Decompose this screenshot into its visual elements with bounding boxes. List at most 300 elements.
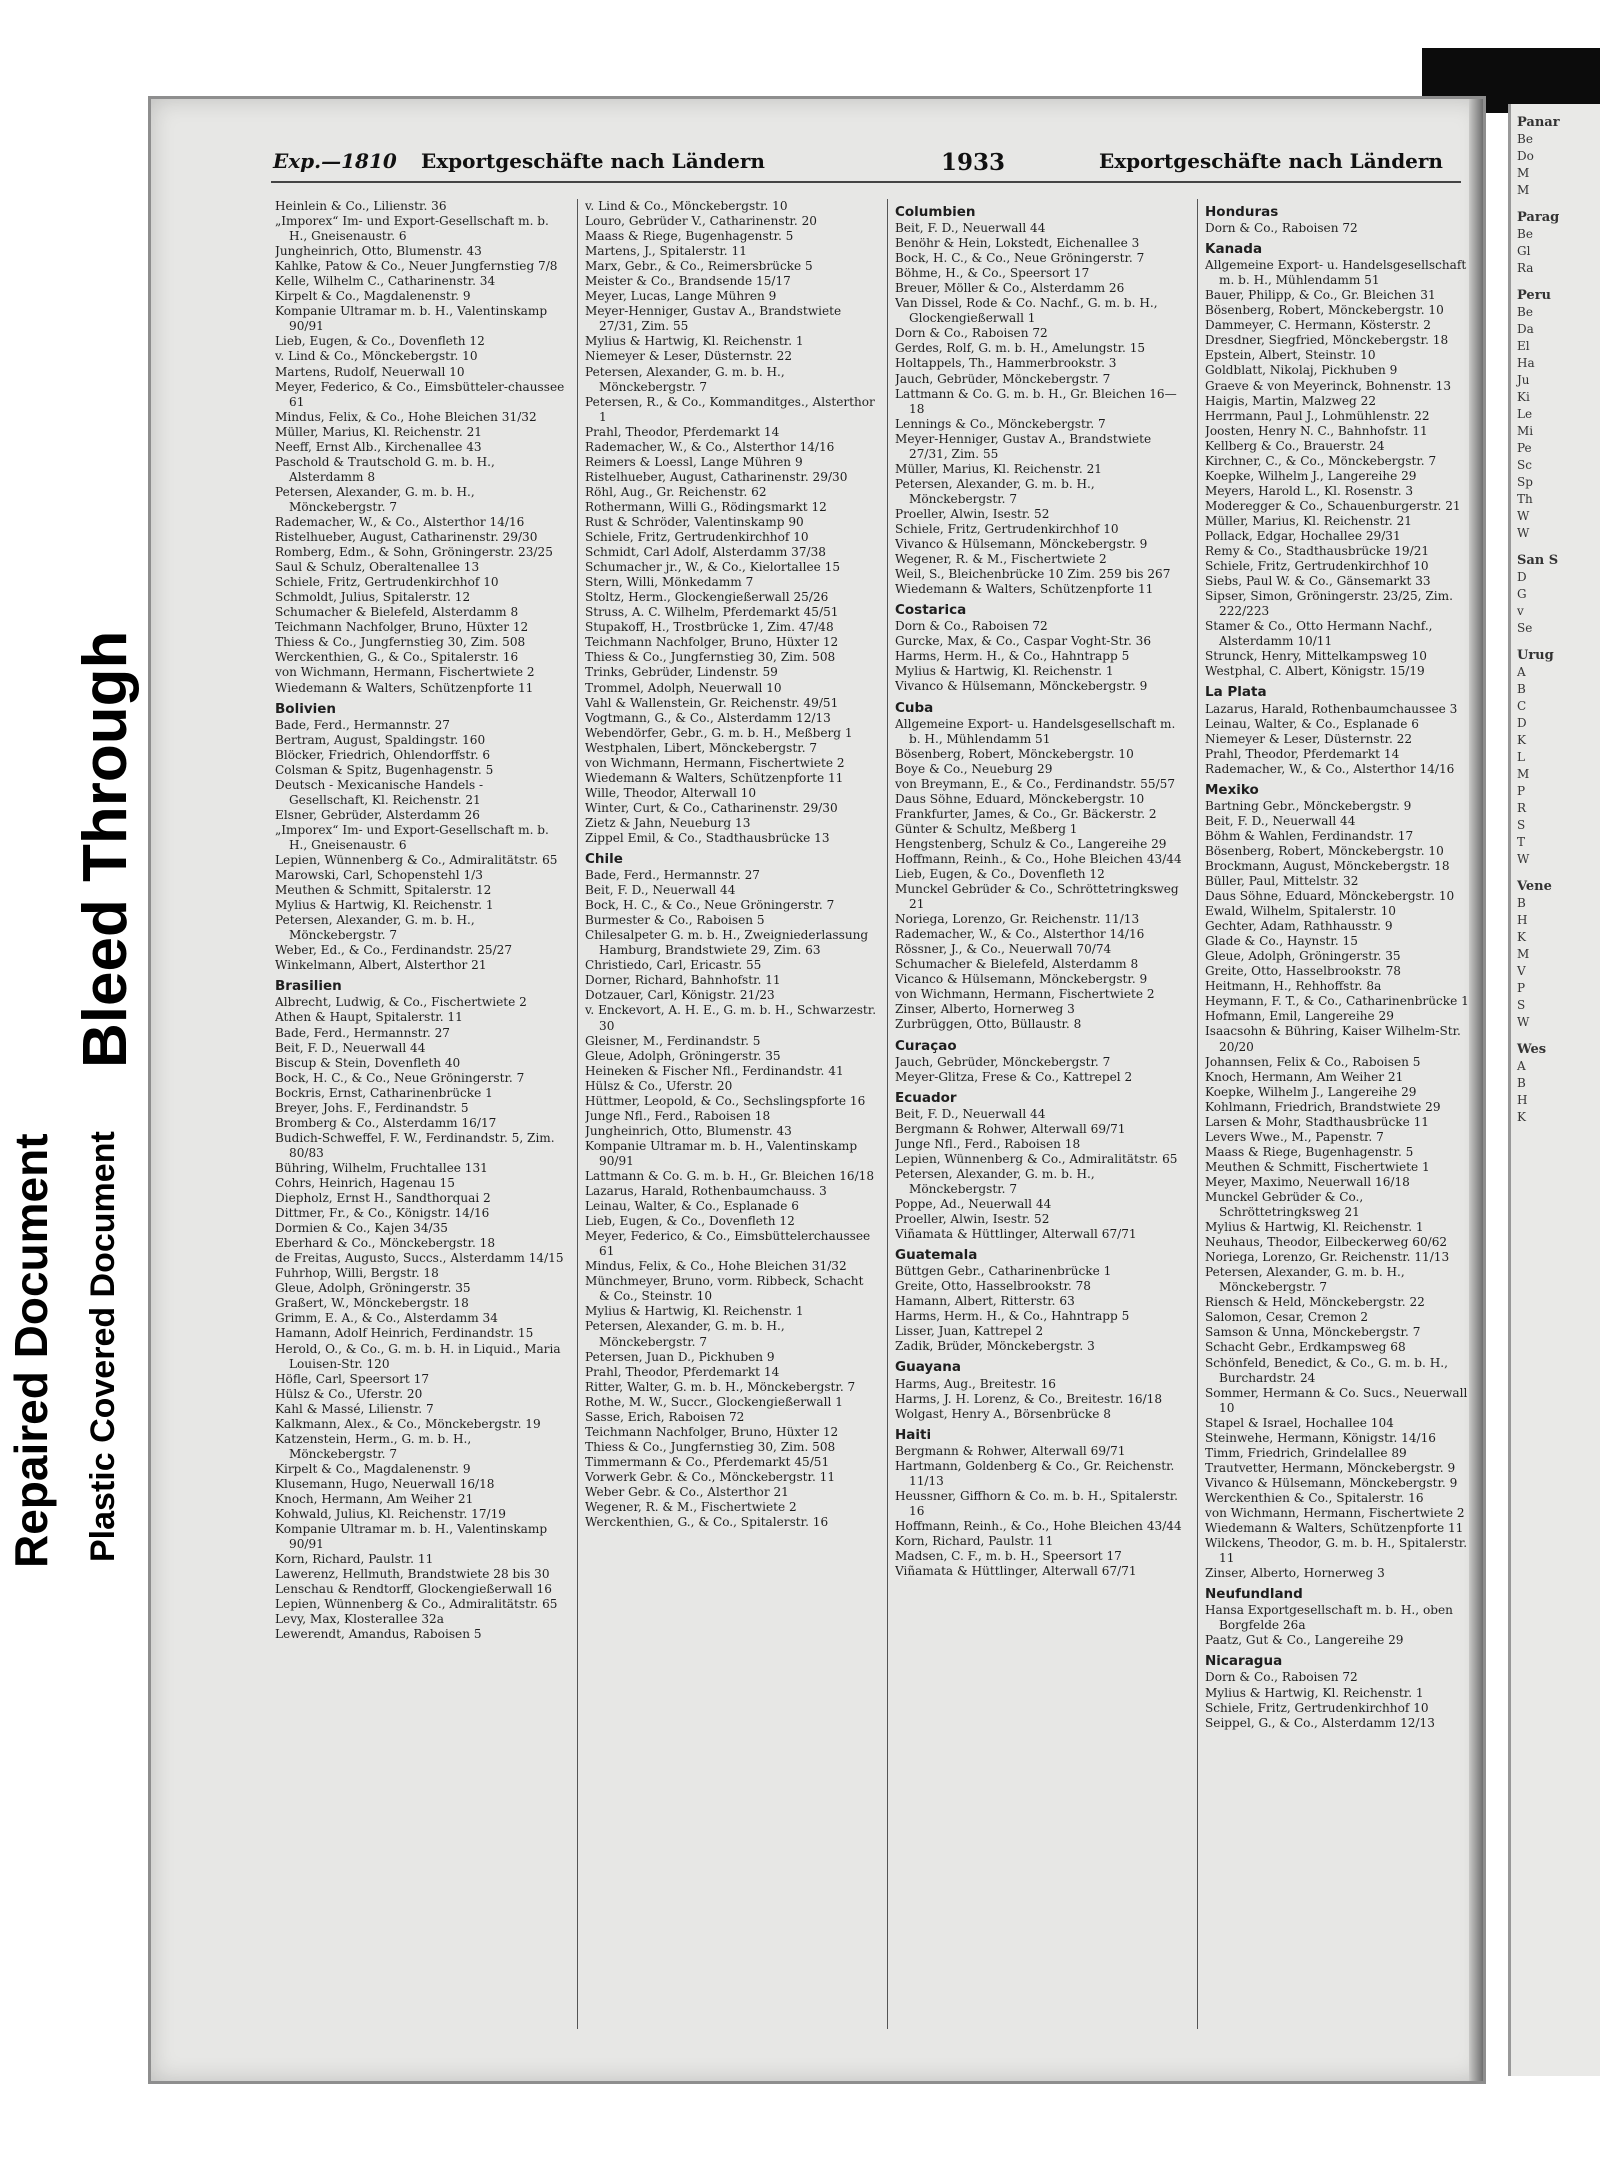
company-entry: Lepien, Wünnenberg & Co., Admiralitätstr. 65 [275,1597,558,1612]
company-entry: Epstein, Albert, Steinstr. 10 [1205,348,1376,363]
company-entry: Sommer, Hermann & Co. Sucs., Neuerwall 10 [1205,1385,1468,1415]
company-entry: v. Enckevort, A. H. E., G. m. b. H., Schwarzestr. 30 [585,1003,877,1033]
header-rule [271,181,1461,183]
company-entry: Bade, Ferd., Hermannstr. 27 [585,868,760,883]
company-entry: Meyer-Henniger, Gustav A., Brandstwiete 27/31, Zim. 55 [585,304,842,334]
country-heading: Mexiko [1205,781,1259,798]
company-entry: Winter, Curt, & Co., Catharinenstr. 29/30 [585,800,838,815]
company-entry: Zippel Emil, & Co., Stadthausbrücke 13 [585,830,830,845]
adjacent-entry-fragment: G [1517,587,1527,601]
adjacent-entry-fragment: B [1517,682,1526,696]
company-entry: Marowski, Carl, Schopenstehl 1/3 [275,868,483,883]
company-entry: Wiedemann & Walters, Schützenpforte 11 [275,680,534,695]
company-entry: Kohwald, Julius, Kl. Reichenstr. 17/19 [275,1507,506,1522]
company-entry: Schumacher & Bielefeld, Alsterdamm 8 [275,605,519,620]
company-entry: Knoch, Hermann, Am Weiher 21 [275,1491,474,1506]
company-entry: von Breymann, E., & Co., Ferdinandstr. 55/57 [895,776,1176,791]
company-entry: Steinwehe, Hermann, Königstr. 14/16 [1205,1430,1436,1445]
adjacent-entry-fragment: C [1517,699,1527,713]
company-entry: Vogtmann, G., & Co., Alsterdamm 12/13 [585,710,831,725]
company-entry: Schiele, Fritz, Gertrudenkirchhof 10 [1205,559,1429,574]
company-entry: Sasse, Erich, Raboisen 72 [585,1409,745,1424]
company-entry: Dresdner, Siegfried, Mönckebergstr. 18 [1205,333,1449,348]
company-entry: Lepien, Wünnenberg & Co., Admiralitätstr. 65 [275,853,558,868]
company-entry: Sipser, Simon, Gröningerstr. 23/25, Zim. 222/223 [1205,589,1453,619]
company-entry: Bösenberg, Robert, Mönckebergstr. 10 [895,746,1134,761]
company-entry: Biscup & Stein, Dovenfleth 40 [275,1055,461,1070]
company-entry: Schiele, Fritz, Gertrudenkirchhof 10 [1205,1700,1429,1715]
company-entry: Glade & Co., Haynstr. 15 [1205,934,1358,949]
company-entry: Maass & Riege, Bugenhagenstr. 5 [1205,1144,1414,1159]
company-entry: Thiess & Co., Jungfernstieg 30, Zim. 508 [275,635,526,650]
company-entry: Müller, Marius, Kl. Reichenstr. 21 [275,424,482,439]
company-entry: Wiedemann & Walters, Schützenpforte 11 [1205,1521,1464,1536]
company-entry: Teichmann Nachfolger, Bruno, Hüxter 12 [585,1424,839,1439]
company-entry: Höfle, Carl, Speersort 17 [275,1371,430,1386]
country-heading: Cuba [895,699,934,716]
company-entry: Stapel & Israel, Hochallee 104 [1205,1415,1394,1430]
company-entry: Strunck, Henry, Mittelkampsweg 10 [1205,649,1427,664]
company-entry: Proeller, Alwin, Isestr. 52 [895,1212,1050,1227]
company-entry: Reimers & Loessl, Lange Mühren 9 [585,454,803,469]
company-entry: Poppe, Ad., Neuerwall 44 [895,1197,1052,1211]
company-entry: Budich-Schweffel, F. W., Ferdinandstr. 5, Zim. 80/83 [275,1130,555,1160]
company-entry: Teichmann Nachfolger, Bruno, Hüxter 12 [585,635,839,650]
company-entry: Jungheinrich, Otto, Blumenstr. 43 [275,244,482,259]
company-entry: Holtappels, Th., Hammerbrookstr. 3 [895,356,1117,371]
company-entry: von Wichmann, Hermann, Fischertwiete 2 [275,665,535,680]
company-entry: Bühring, Wilhelm, Fruchtallee 131 [275,1160,488,1175]
company-entry: Neeff, Ernst Alb., Kirchenallee 43 [275,439,482,454]
adjacent-entry-fragment: Do [1517,149,1534,163]
company-entry: Knoch, Hermann, Am Weiher 21 [1205,1069,1404,1084]
adjacent-country-heading: Parag [1517,210,1560,225]
company-entry: Eberhard & Co., Mönckebergstr. 18 [275,1236,496,1251]
company-entry: Meyer, Lucas, Lange Mühren 9 [585,289,777,304]
company-entry: Heineken & Fischer Nfl., Ferdinandstr. 41 [585,1063,844,1078]
country-heading: Bolivien [275,700,337,717]
company-entry: Lepien, Wünnenberg & Co., Admiralitätstr. 65 [895,1151,1178,1166]
country-heading: Chile [585,851,623,868]
company-entry: Ristelhueber, August, Catharinenstr. 29/30 [275,530,538,545]
company-entry: Petersen, Alexander, G. m. b. H., Mönckebergstr. 7 [585,364,785,394]
company-entry: Hamann, Adolf Heinrich, Ferdinandstr. 15 [275,1326,534,1341]
company-entry: Weber, Ed., & Co., Ferdinandstr. 25/27 [275,943,513,958]
company-entry: Petersen, Alexander, G. m. b. H., Mönckebergstr. 7 [275,913,475,943]
company-entry: Dorn & Co., Raboisen 72 [1205,221,1358,236]
adjacent-entry-fragment: M [1517,767,1530,781]
country-heading: Costarica [895,602,967,619]
header-year: 1933 [941,149,1006,176]
company-entry: Kellberg & Co., Brauerstr. 24 [1205,438,1385,453]
company-entry: Schmidt, Carl Adolf, Alsterdamm 37/38 [585,545,826,560]
company-entry: Isaacsohn & Bühring, Kaiser Wilhelm-Str. 20/20 [1205,1024,1461,1054]
company-entry: Kahlke, Patow & Co., Neuer Jungfernstieg 7/8 [275,259,558,274]
company-entry: „Imporex“ Im- und Export-Gesellschaft m. b. H., Gneisenaustr. 6 [275,214,549,244]
company-entry: Pollack, Edgar, Hochallee 29/31 [1205,528,1401,543]
adjacent-entry-fragment: Sc [1517,458,1532,472]
company-entry: Viñamata & Hüttlinger, Alterwall 67/71 [895,1564,1137,1579]
company-entry: Prahl, Theodor, Pferdemarkt 14 [585,424,780,439]
company-entry: Martens, J., Spitalerstr. 11 [585,244,747,259]
adjacent-entry-fragment: K [1517,1110,1526,1124]
company-entry: Kirpelt & Co., Magdalenenstr. 9 [275,1461,471,1476]
company-entry: Rothermann, Willi G., Rödingsmarkt 12 [585,499,827,514]
company-entry: Bösenberg, Robert, Mönckebergstr. 10 [1205,843,1444,858]
company-entry: Gleue, Adolph, Gröningerstr. 35 [275,1281,471,1296]
company-entry: Bertram, August, Spaldingstr. 160 [275,732,486,747]
company-entry: Teichmann Nachfolger, Bruno, Hüxter 12 [275,620,529,635]
company-entry: Lewerendt, Amandus, Raboisen 5 [275,1627,482,1642]
header-title-left: Exportgeschäfte nach Ländern [421,149,765,173]
country-heading: Guayana [895,1359,962,1376]
company-entry: v. Lind & Co., Mönckebergstr. 10 [585,199,788,213]
company-entry: Vahl & Wallenstein, Gr. Reichenstr. 49/51 [585,695,839,710]
company-entry: Kalkmann, Alex., & Co., Mönckebergstr. 19 [275,1416,541,1431]
country-heading: La Plata [1205,684,1267,701]
company-entry: Gerdes, Rolf, G. m. b. H., Amelungstr. 15 [895,341,1146,356]
company-entry: Ritter, Walter, G. m. b. H., Mönckebergstr. 7 [585,1379,856,1394]
company-entry: Mylius & Hartwig, Kl. Reichenstr. 1 [585,1304,804,1319]
company-entry: Böhme, H., & Co., Speersort 17 [895,266,1090,281]
company-entry: Cohrs, Heinrich, Hagenau 15 [275,1176,455,1190]
company-entry: Dorn & Co., Raboisen 72 [1205,1670,1358,1685]
company-entry: Schiele, Fritz, Gertrudenkirchhof 10 [275,575,499,590]
company-entry: Lattmann & Co. G. m. b. H., Gr. Bleichen 16—18 [895,386,1177,416]
company-entry: Schacht Gebr., Erdkampsweg 68 [1205,1340,1406,1355]
company-entry: Maass & Riege, Bugenhagenstr. 5 [585,229,794,244]
company-entry: Thiess & Co., Jungfernstieg 30, Zim. 508 [585,650,836,665]
listing-column-4 [1205,199,1483,2059]
company-entry: Beit, F. D., Neuerwall 44 [1205,813,1356,828]
company-entry: Daus Söhne, Eduard, Mönckebergstr. 10 [895,791,1145,806]
country-heading: Ecuador [895,1089,957,1106]
company-entry: Herold, O., & Co., G. m. b. H. in Liquid., Maria Louisen-Str. 120 [275,1341,561,1371]
company-entry: Munckel Gebrüder & Co., Schröttetringksweg 21 [895,882,1179,912]
company-entry: Albrecht, Ludwig, & Co., Fischertwiete 2 [275,995,527,1010]
company-entry: Lennings & Co., Mönckebergstr. 7 [895,416,1106,431]
company-entry: Meyer, Federico, & Co., Eimsbütteler-chaussee 61 [275,379,565,409]
company-entry: Wiedemann & Walters, Schützenpforte 11 [585,770,844,785]
company-entry: Koepke, Wilhelm J., Langereihe 29 [1205,1084,1417,1099]
company-entry: Schiele, Fritz, Gertrudenkirchhof 10 [585,530,809,545]
company-entry: Samson & Unna, Mönckebergstr. 7 [1205,1325,1421,1340]
country-heading: Curaçao [895,1037,957,1054]
company-entry: Harms, J. H. Lorenz, & Co., Breitestr. 16/18 [895,1391,1163,1406]
company-entry: Chilesalpeter G. m. b. H., Zweigniederlassung Hamburg, Brandstwiete 29, Zim. 63 [585,928,869,958]
company-entry: Heinlein & Co., Lilienstr. 36 [275,199,447,213]
company-entry: v. Lind & Co., Mönckebergstr. 10 [275,349,478,364]
company-entry: Weil, S., Bleichenbrücke 10 Zim. 259 bis 267 [895,567,1171,582]
company-entry: Beit, F. D., Neuerwall 44 [585,883,736,898]
company-entry: Petersen, Alexander, G. m. b. H., Mönckebergstr. 7 [585,1319,785,1349]
page-header [273,149,1473,181]
company-entry: Kelle, Wilhelm C., Catharinenstr. 34 [275,274,496,289]
country-heading: Guatemala [895,1247,978,1264]
company-entry: Allgemeine Export- u. Handelsgesellschaft m. b. H., Mühlendamm 51 [895,716,1176,746]
adjacent-entry-fragment: Mi [1517,424,1534,438]
adjacent-entry-fragment: Ki [1517,390,1530,404]
company-entry: Koepke, Wilhelm J., Langereihe 29 [1205,468,1417,483]
adjacent-entry-fragment: Be [1517,132,1533,146]
company-entry: Rademacher, W., & Co., Alsterthor 14/16 [895,927,1145,942]
adjacent-country-heading: San S [1517,553,1559,568]
company-entry: Paschold & Trautschold G. m. b. H., Alsterdamm 8 [275,454,495,484]
company-entry: Wegener, R. & M., Fischertwiete 2 [585,1500,797,1515]
company-entry: Goldblatt, Nikolaj, Pickhuben 9 [1205,363,1398,378]
company-entry: Schumacher jr., W., & Co., Kielortallee 15 [585,560,841,575]
adjacent-entry-fragment: L [1517,750,1525,764]
company-entry: Meyer, Federico, & Co., Eimsbüttelerchaussee 61 [585,1229,871,1259]
company-entry: Vivanco & Hülsemann, Mönckebergstr. 9 [895,537,1148,552]
company-entry: Beit, F. D., Neuerwall 44 [895,221,1046,236]
company-entry: Mindus, Felix, & Co., Hohe Bleichen 31/32 [275,409,537,424]
adjacent-page-fragment [1508,104,1600,2076]
adjacent-entry-fragment: K [1517,733,1526,747]
country-heading: Kanada [1205,241,1263,258]
company-entry: Wiedemann & Walters, Schützenpforte 11 [895,582,1154,597]
company-entry: Petersen, Alexander, G. m. b. H., Mönckebergstr. 7 [895,1166,1095,1196]
company-entry: Levy, Max, Klosterallee 32a [275,1612,444,1627]
company-entry: Petersen, Juan D., Pickhuben 9 [585,1349,775,1364]
company-entry: Schumacher & Bielefeld, Alsterdamm 8 [895,957,1139,972]
adjacent-entry-fragment: S [1517,818,1526,832]
listing-column-1 [275,199,565,2059]
adjacent-entry-fragment: T [1517,835,1526,849]
company-entry: Korn, Richard, Paulstr. 11 [895,1533,1054,1548]
company-entry: Breyer, Johs. F., Ferdinandstr. 5 [275,1100,469,1115]
column-divider [1197,199,1198,2029]
company-entry: Zinser, Alberto, Hornerweg 3 [895,1002,1075,1017]
company-entry: Weber Gebr. & Co., Alsterthor 21 [585,1484,789,1499]
country-heading: Neufundland [1205,1586,1303,1603]
adjacent-entry-fragment: H [1517,913,1528,927]
adjacent-entry-fragment: M [1517,183,1530,197]
company-entry: Büller, Paul, Mittelstr. 32 [1205,874,1359,889]
company-entry: Stern, Willi, Mönkedamm 7 [585,575,754,590]
company-entry: Röhl, Aug., Gr. Reichenstr. 62 [585,484,767,499]
plastic-covered-label: Plastic Covered Document [84,1131,122,1562]
company-entry: Müller, Marius, Kl. Reichenstr. 21 [1205,513,1412,528]
company-entry: Bösenberg, Robert, Mönckebergstr. 10 [1205,303,1444,318]
company-entry: de Freitas, Augusto, Succs., Alsterdamm 14/15 [275,1251,564,1266]
adjacent-entry-fragment: Be [1517,227,1533,241]
company-entry: Haigis, Martin, Malzweg 22 [1205,393,1377,408]
company-entry: von Wichmann, Hermann, Fischertwiete 2 [585,755,845,770]
company-entry: Neuhaus, Theodor, Eilbeckerweg 60/62 [1205,1235,1448,1250]
company-entry: Leinau, Walter, & Co., Esplanade 6 [585,1199,799,1214]
company-entry: Klusemann, Hugo, Neuerwall 16/18 [275,1476,495,1491]
company-entry: Trinks, Gebrüder, Lindenstr. 59 [585,665,778,680]
adjacent-entry-fragment: Pe [1517,441,1532,455]
adjacent-entry-fragment: V [1517,964,1526,978]
company-entry: Winkelmann, Albert, Alsterthor 21 [275,958,487,973]
company-entry: Gurcke, Max, & Co., Caspar Voght-Str. 36 [895,634,1152,649]
adjacent-entry-fragment: Da [1517,322,1534,336]
company-entry: Rademacher, W., & Co., Alsterthor 14/16 [585,439,835,454]
adjacent-entry-fragment: M [1517,166,1530,180]
company-entry: Dotzauer, Carl, Königstr. 21/23 [585,988,775,1003]
adjacent-country-heading: Panar [1517,115,1560,130]
company-entry: Rademacher, W., & Co., Alsterthor 14/16 [275,514,525,529]
company-entry: Viñamata & Hüttlinger, Alterwall 67/71 [895,1227,1137,1242]
company-entry: Harms, Herm. H., & Co., Hahntrapp 5 [895,1309,1130,1324]
company-entry: Kompanie Ultramar m. b. H., Valentinskamp 90/91 [275,304,548,334]
adjacent-country-heading: Vene [1517,879,1552,894]
company-entry: Bromberg & Co., Alsterdamm 16/17 [275,1115,497,1130]
company-entry: Lieb, Eugen, & Co., Dovenfleth 12 [895,867,1105,882]
company-entry: Jauch, Gebrüder, Mönckebergstr. 7 [895,1054,1111,1069]
company-entry: Hansa Exportgesellschaft m. b. H., oben Borgfelde 26a [1205,1603,1453,1633]
company-entry: Ristelhueber, August, Catharinenstr. 29/30 [585,469,848,484]
country-heading: Haiti [895,1426,932,1443]
adjacent-country-heading: Wes [1517,1042,1547,1057]
company-entry: Graßert, W., Mönckebergstr. 18 [275,1296,469,1311]
company-entry: Hartmann, Goldenberg & Co., Gr. Reichenstr. 11/13 [895,1458,1175,1488]
company-entry: Beit, F. D., Neuerwall 44 [275,1040,426,1055]
company-entry: Lieb, Eugen, & Co., Dovenfleth 12 [275,334,485,349]
company-entry: Vicanco & Hülsemann, Mönckebergstr. 9 [895,972,1148,987]
company-entry: Kohlmann, Friedrich, Brandstwiete 29 [1205,1099,1441,1114]
company-entry: Heitmann, H., Rehhoffstr. 8a [1205,979,1382,994]
company-entry: Niemeyer & Leser, Düsternstr. 22 [1205,731,1413,746]
company-entry: Thiess & Co., Jungfernstieg 30, Zim. 508 [585,1439,836,1454]
company-entry: Lattmann & Co. G. m. b. H., Gr. Bleichen 16/18 [585,1169,875,1183]
adjacent-entry-fragment: P [1517,784,1526,798]
country-heading: Honduras [1205,204,1279,220]
company-entry: Jungheinrich, Otto, Blumenstr. 43 [585,1123,792,1138]
bleed-through-label: Bleed Through [71,630,140,1068]
company-entry: Bade, Ferd., Hermannstr. 27 [275,1025,450,1040]
adjacent-entry-fragment: Le [1517,407,1533,421]
company-entry: Günter & Schultz, Meßberg 1 [895,821,1078,836]
company-entry: Stamer & Co., Otto Hermann Nachf., Alsterdamm 10/11 [1205,619,1433,649]
company-entry: Struss, A. C. Wilhelm, Pferdemarkt 45/51 [585,605,839,620]
adjacent-entry-fragment: W [1517,1015,1530,1029]
company-entry: Heussner, Giffhorn & Co. m. b. H., Spitalerstr. 16 [895,1488,1179,1518]
company-entry: Salomon, Cesar, Cremon 2 [1205,1310,1369,1325]
company-entry: Bock, H. C., & Co., Neue Gröningerstr. 7 [275,1070,525,1085]
company-entry: Werckenthien, G., & Co., Spitalerstr. 16 [585,1515,829,1530]
company-entry: Vivanco & Hülsemann, Mönckebergstr. 9 [895,679,1148,694]
company-entry: Greite, Otto, Hasselbrookstr. 78 [895,1279,1091,1294]
company-entry: Hüttmer, Leopold, & Co., Sechslingspforte 16 [585,1093,866,1108]
company-entry: Müller, Marius, Kl. Reichenstr. 21 [895,461,1102,476]
page-number: Exp.—1810 [273,149,397,173]
company-entry: Meister & Co., Brandsende 15/17 [585,274,791,289]
company-entry: Levers Wwe., M., Papenstr. 7 [1205,1129,1384,1144]
company-entry: Rademacher, W., & Co., Alsterthor 14/16 [1205,761,1455,776]
company-entry: Meuthen & Schmitt, Spitalerstr. 12 [275,883,492,898]
company-entry: Van Dissel, Rode & Co. Nachf., G. m. b. H., Glockengießerwall 1 [895,296,1158,326]
company-entry: Romberg, Edm., & Sohn, Gröningerstr. 23/25 [275,545,553,560]
company-entry: Dammeyer, C. Hermann, Kösterstr. 2 [1205,318,1431,333]
company-entry: Dittmer, Fr., & Co., Königstr. 14/16 [275,1206,490,1221]
repaired-document-label: Repaired Document [5,1133,57,1568]
company-entry: Werckenthien & Co., Spitalerstr. 16 [1205,1490,1424,1505]
company-entry: Prahl, Theodor, Pferdemarkt 14 [585,1364,780,1379]
company-entry: Bade, Ferd., Hermannstr. 27 [275,717,450,732]
company-entry: Daus Söhne, Eduard, Mönckebergstr. 10 [1205,889,1455,904]
company-entry: Timmermann & Co., Pferdemarkt 45/51 [585,1454,830,1469]
company-entry: Meuthen & Schmitt, Fischertwiete 1 [1205,1159,1430,1174]
company-entry: Stupakoff, H., Trostbrücke 1, Zim. 47/48 [585,620,834,635]
company-entry: Korn, Richard, Paulstr. 11 [275,1552,434,1567]
company-entry: Zinser, Alberto, Hornerweg 3 [1205,1566,1385,1581]
company-entry: Munckel Gebrüder & Co., Schröttetringksweg 21 [1205,1190,1364,1220]
company-entry: Lawerenz, Hellmuth, Brandstwiete 28 bis 30 [275,1567,550,1582]
company-entry: Petersen, Alexander, G. m. b. H., Mönckebergstr. 7 [895,476,1095,506]
company-entry: Kompanie Ultramar m. b. H., Valentinskamp 90/91 [275,1522,548,1552]
company-entry: Joosten, Henry N. C., Bahnhofstr. 11 [1205,423,1428,438]
company-entry: Blöcker, Friedrich, Ohlendorffstr. 6 [275,747,491,762]
company-entry: Schmoldt, Julius, Spitalerstr. 12 [275,590,471,605]
company-entry: Mylius & Hartwig, Kl. Reichenstr. 1 [275,898,494,913]
company-entry: Jauch, Gebrüder, Mönckebergstr. 7 [895,371,1111,386]
company-entry: Burmester & Co., Raboisen 5 [585,913,765,928]
company-entry: Beit, F. D., Neuerwall 44 [895,1106,1046,1121]
adjacent-entry-fragment: W [1517,852,1530,866]
company-entry: Stoltz, Herm., Glockengießerwall 25/26 [585,590,829,605]
company-entry: Dormien & Co., Kajen 34/35 [275,1221,448,1236]
company-entry: Bergmann & Rohwer, Alterwall 69/71 [895,1443,1126,1458]
adjacent-country-heading: Peru [1517,288,1551,303]
company-entry: Hülsz & Co., Uferstr. 20 [275,1386,423,1401]
company-entry: Deutsch - Mexicanische Handels - Gesellschaft, Kl. Reichenstr. 21 [275,777,484,807]
company-entry: Harms, Aug., Breitestr. 16 [895,1376,1057,1391]
company-entry: Kompanie Ultramar m. b. H., Valentinskamp 90/91 [585,1138,858,1168]
company-entry: von Wichmann, Hermann, Fischertwiete 2 [895,987,1155,1002]
company-entry: Noriega, Lorenzo, Gr. Reichenstr. 11/13 [1205,1250,1450,1265]
company-entry: Kahl & Massé, Lilienstr. 7 [275,1401,434,1416]
company-entry: Moderegger & Co., Schauenburgerstr. 21 [1205,498,1461,513]
country-heading: Nicaragua [1205,1653,1283,1670]
column-divider [577,199,578,2029]
adjacent-entry-fragment: R [1517,801,1527,815]
company-entry: Wegener, R. & M., Fischertwiete 2 [895,552,1107,567]
company-entry: Brockmann, August, Mönckebergstr. 18 [1205,858,1450,873]
company-entry: Boye & Co., Neueburg 29 [895,761,1053,776]
company-entry: Dorner, Richard, Bahnhofstr. 11 [585,973,781,988]
company-entry: Mylius & Hartwig, Kl. Reichenstr. 1 [895,664,1114,679]
listing-column-2 [585,199,877,2059]
company-entry: Siebs, Paul W. & Co., Gänsemarkt 33 [1205,574,1431,589]
company-entry: Benöhr & Hein, Lokstedt, Eichenallee 3 [895,236,1140,251]
company-entry: Katzenstein, Herm., G. m. b. H., Mönckebergstr. 7 [275,1431,472,1461]
company-entry: Bock, H. C., & Co., Neue Gröningerstr. 7 [895,251,1145,266]
company-entry: Seippel, G., & Co., Alsterdamm 12/13 [1205,1715,1435,1730]
company-entry: Rust & Schröder, Valentinskamp 90 [585,514,804,529]
header-title-right: Exportgeschäfte nach Ländern [1099,149,1443,173]
adjacent-entry-fragment: B [1517,1076,1526,1090]
company-entry: Mylius & Hartwig, Kl. Reichenstr. 1 [1205,1220,1424,1235]
company-entry: Graeve & von Meyerinck, Bohnenstr. 13 [1205,378,1452,393]
adjacent-entry-fragment: H [1517,1093,1528,1107]
company-entry: Mindus, Felix, & Co., Hohe Bleichen 31/32 [585,1259,847,1274]
company-entry: Hofmann, Emil, Langereihe 29 [1205,1009,1394,1024]
company-entry: Kirchner, C., & Co., Mönckebergstr. 7 [1205,453,1437,468]
company-entry: Lieb, Eugen, & Co., Dovenfleth 12 [585,1214,795,1229]
company-entry: Christiedo, Carl, Ericastr. 55 [585,958,762,973]
country-heading: Brasilien [275,978,342,995]
company-entry: Schönfeld, Benedict, & Co., G. m. b. H., Burchardstr. 24 [1205,1355,1448,1385]
adjacent-entry-fragment: Ju [1517,373,1530,387]
company-entry: Meyer-Henniger, Gustav A., Brandstwiete 27/31, Zim. 55 [895,431,1152,461]
company-entry: Elsner, Gebrüder, Alsterdamm 26 [275,807,480,822]
company-entry: Marx, Gebr., & Co., Reimersbrücke 5 [585,259,813,274]
company-entry: Meyer-Glitza, Frese & Co., Kattrepel 2 [895,1069,1133,1084]
company-entry: Rothe, M. W., Succr., Glockengießerwall 1 [585,1394,843,1409]
